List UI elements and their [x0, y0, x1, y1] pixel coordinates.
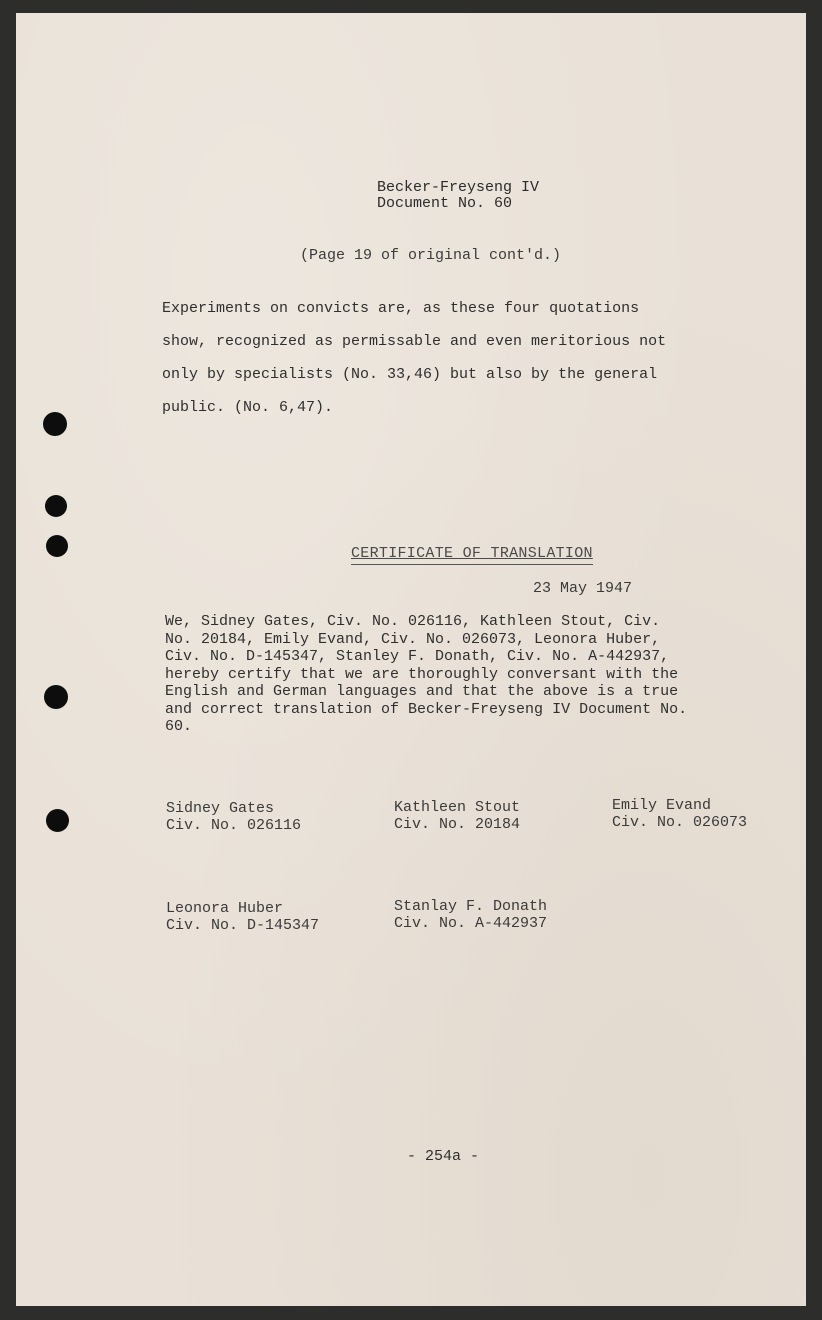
- certificate-line: We, Sidney Gates, Civ. No. 026116, Kathleen Stout, Civ.: [165, 613, 661, 630]
- punch-hole: [43, 412, 67, 436]
- punch-hole: [46, 535, 68, 557]
- certificate-body: [165, 613, 687, 736]
- page-continuation-note: (Page 19 of original cont'd.): [300, 247, 562, 264]
- signature-block: [394, 799, 520, 833]
- paragraph-line: Experiments on convicts are, as these four quotations: [162, 300, 640, 317]
- signatory-name: Emily Evand: [612, 797, 712, 814]
- signatory-civ-number: Civ. No. 20184: [394, 816, 521, 833]
- signatory-name: Leonora Huber: [166, 900, 284, 917]
- paragraph-line: only by specialists (No. 33,46) but also by the general: [162, 366, 658, 383]
- certificate-line: Civ. No. D-145347, Stanley F. Donath, Civ. No. A-442937,: [165, 648, 670, 665]
- document-identifier: [377, 180, 539, 212]
- document-number: Document No. 60: [377, 195, 513, 212]
- punch-hole: [46, 809, 69, 832]
- punch-hole: [44, 685, 68, 709]
- signatory-name: Stanlay F. Donath: [394, 898, 548, 915]
- signature-block: [166, 800, 301, 834]
- page-number: - 254a -: [407, 1148, 480, 1165]
- signatory-civ-number: Civ. No. 026116: [166, 817, 302, 834]
- certificate-line: hereby certify that we are thoroughly conversant with the: [165, 665, 679, 683]
- signatory-civ-number: Civ. No. A-442937: [394, 915, 548, 932]
- signature-block: [612, 797, 747, 831]
- document-series: Becker-Freyseng IV: [377, 179, 540, 196]
- paragraph-line: public. (No. 6,47).: [162, 399, 334, 416]
- certificate-line: English and German languages and that the above is a true: [165, 683, 679, 700]
- certificate-line: No. 20184, Emily Evand, Civ. No. 026073, Leonora Huber,: [165, 630, 661, 648]
- certificate-line: 60.: [165, 718, 193, 735]
- paragraph-line: show, recognized as permissable and even meritorious not: [162, 333, 667, 350]
- certificate-date: 23 May 1947: [533, 580, 633, 597]
- signatory-civ-number: Civ. No. 026073: [612, 814, 748, 831]
- signatory-name: Sidney Gates: [166, 800, 275, 817]
- signatory-civ-number: Civ. No. D-145347: [166, 917, 320, 934]
- signature-block: [394, 898, 547, 932]
- certificate-line: and correct translation of Becker-Freyseng IV Document No.: [165, 700, 688, 718]
- body-paragraph: [162, 292, 742, 424]
- certificate-heading: CERTIFICATE OF TRANSLATION: [351, 545, 593, 565]
- signature-block: [166, 900, 319, 934]
- signatory-name: Kathleen Stout: [394, 799, 521, 816]
- punch-hole: [45, 495, 67, 517]
